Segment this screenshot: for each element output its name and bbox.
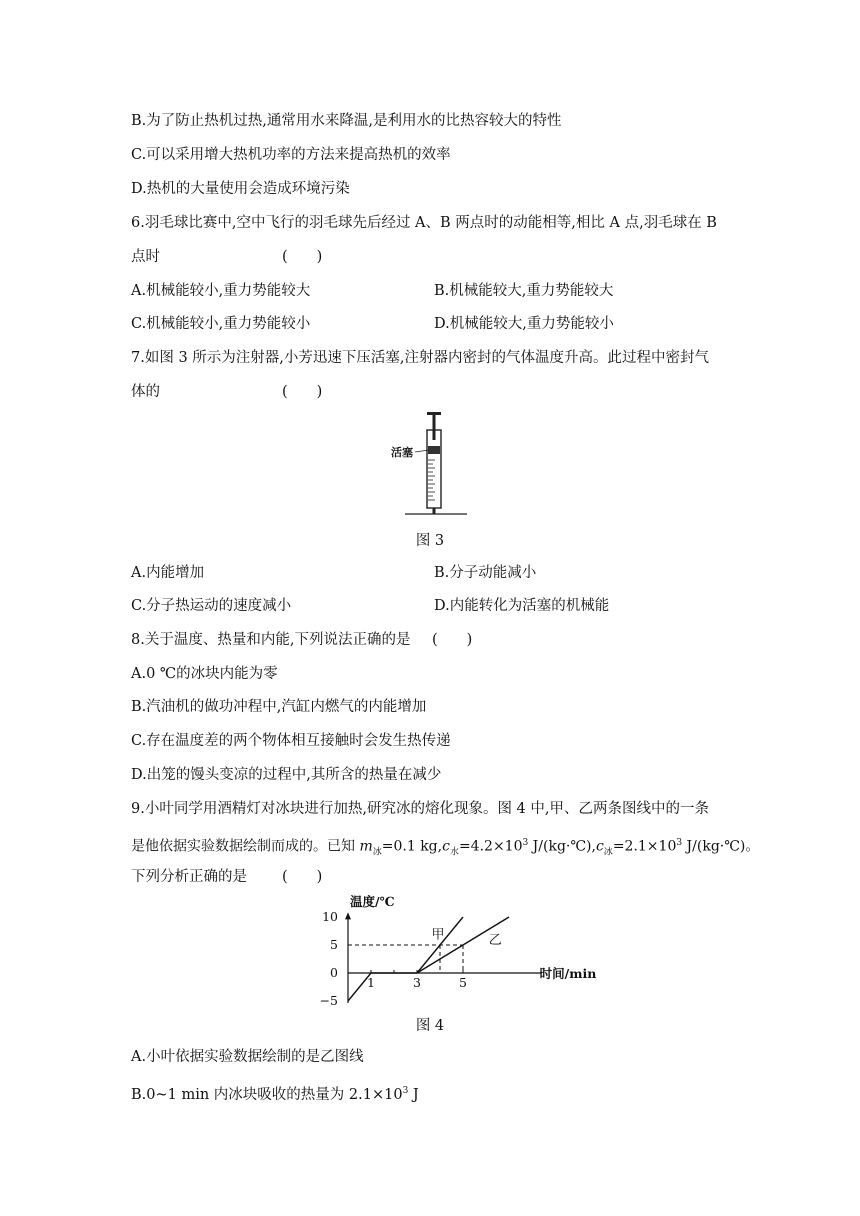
series-label-jia: 甲: [431, 927, 445, 943]
x-tick-label: 5: [459, 975, 467, 990]
q9-stem-line3: 下列分析正确的是: [131, 869, 247, 885]
q6-stem-line1: 6.羽毛球比赛中,空中飞行的羽毛球先后经过 A、B 两点时的动能相等,相比 A 点,羽毛球在 B: [131, 215, 717, 231]
q7-option-c: C.分子热运动的速度减小: [131, 598, 292, 614]
q8-option-c: C.存在温度差的两个物体相互接触时会发生热传递: [131, 733, 451, 749]
c-ice-symbol: c: [595, 838, 604, 855]
q9-answer-paren: ( ): [282, 869, 323, 885]
c-water-symbol: c: [442, 838, 450, 855]
q6-option-a: A.机械能较小,重力势能较大: [131, 283, 311, 299]
q5-option-c: C.可以采用增大热机功率的方法来提高热机的效率: [131, 147, 451, 163]
x-tick-label: 3: [413, 975, 421, 990]
mass-symbol: m: [359, 838, 373, 855]
y-tick-label: 5: [330, 937, 338, 952]
q9-stem-line2: [131, 833, 759, 862]
c-water-exponent: 3: [522, 838, 529, 848]
series-line-jia: [348, 917, 463, 1001]
q9-stem-line2-text: 是他依据实验数据绘制而成的。已知: [131, 838, 360, 855]
y-axis-label: 温度/℃: [350, 894, 395, 909]
q8-option-d: D.出笼的馒头变凉的过程中,其所含的热量在减少: [131, 767, 442, 783]
q5-option-b: B.为了防止热机过热,通常用水来降温,是利用水的比热容较大的特性: [131, 113, 562, 129]
c-water-unit: J/(kg·℃),: [528, 838, 596, 855]
series-label-yi: 乙: [488, 932, 502, 948]
y-axis-arrow: [345, 912, 351, 919]
q6-option-d: D.机械能较大,重力势能较小: [434, 316, 614, 332]
q9-option-b-unit: J: [408, 1086, 419, 1103]
q9-stem-line1: 9.小叶同学用酒精灯对冰块进行加热,研究冰的熔化现象。图 4 中,甲、乙两条图线中的一条: [131, 801, 709, 817]
c-water-subscript: 水: [449, 847, 459, 858]
x-tick-label: 1: [367, 975, 375, 990]
piston: [428, 446, 440, 454]
q8-stem: 8.关于温度、热量和内能,下列说法正确的是: [131, 632, 411, 648]
q7-option-d: D.内能转化为活塞的机械能: [434, 598, 610, 614]
syringe-figure: [385, 410, 475, 520]
c-ice-value: =2.1×10: [612, 838, 677, 855]
q6-answer-paren: ( ): [282, 249, 323, 265]
c-water-value: =4.2×10: [458, 838, 523, 855]
q8-option-b: B.汽油机的做功冲程中,汽缸内燃气的内能增加: [131, 699, 427, 715]
piston-label: 活塞: [391, 446, 413, 459]
c-ice-subscript: 冰: [603, 847, 613, 858]
q9-option-a: A.小叶依据实验数据绘制的是乙图线: [131, 1049, 364, 1065]
q9-option-b-text: B.0~1 min 内冰块吸收的热量为 2.1×10: [131, 1086, 403, 1103]
c-ice-unit: J/(kg·℃)。: [682, 838, 760, 855]
plunger-handle: [427, 412, 441, 415]
q7-stem-line2: 体的: [131, 384, 160, 400]
q6-stem-line2: 点时: [131, 249, 160, 265]
mass-subscript: 冰: [372, 847, 382, 858]
q6-option-b: B.机械能较大,重力势能较大: [434, 283, 614, 299]
q9-option-b-exponent: 3: [402, 1086, 409, 1096]
q6-option-c: C.机械能较小,重力势能较小: [131, 316, 311, 332]
q7-option-b: B.分子动能减小: [434, 565, 537, 581]
figure-3-caption: 图 3: [415, 533, 445, 549]
q5-option-d: D.热机的大量使用会造成环境污染: [131, 181, 350, 197]
temperature-time-chart: [308, 892, 597, 1008]
y-tick-label: −5: [319, 993, 338, 1008]
mass-value: =0.1 kg,: [381, 838, 443, 855]
q7-option-a: A.内能增加: [131, 565, 205, 581]
q9-option-b: [131, 1081, 419, 1105]
y-tick-label: 10: [322, 909, 338, 924]
y-tick-label: 0: [330, 965, 338, 980]
q7-stem-line1: 7.如图 3 所示为注射器,小芳迅速下压活塞,注射器内密封的气体温度升高。此过程中密封气: [131, 350, 709, 366]
c-ice-exponent: 3: [676, 838, 683, 848]
x-axis-label: 时间/min: [539, 966, 597, 981]
q8-option-a: A.0 ℃的冰块内能为零: [131, 666, 278, 682]
q7-answer-paren: ( ): [282, 384, 323, 400]
barrel-graduations: [428, 460, 435, 500]
q8-answer-paren: ( ): [432, 632, 473, 648]
figure-4-caption: 图 4: [415, 1018, 445, 1034]
